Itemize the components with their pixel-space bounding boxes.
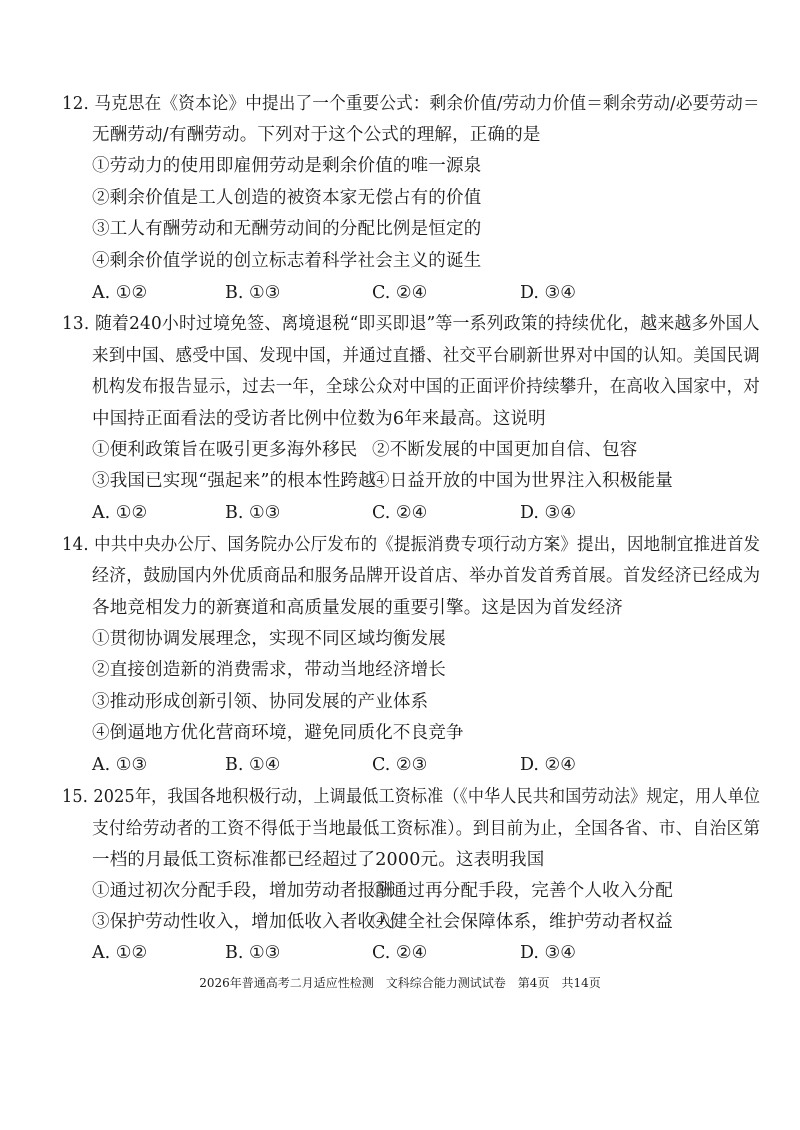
- q12-choice-a: A. ①②: [92, 283, 148, 303]
- q12-stem-line-2: 无酬劳动/有酬劳动。下列对于这个公式的理解，正确的是: [92, 125, 541, 145]
- q12-stem-line-1: 12. 马克思在《资本论》中提出了一个重要公式：剩余价值/劳动力价值＝剩余劳动/必要劳动＝: [62, 94, 760, 114]
- q15-stem-line-1: 15. 2025年，我国各地积极行动，上调最低工资标准（《中华人民共和国劳动法》规定，用人单位: [62, 787, 761, 807]
- q12-item-3: ③工人有酬劳动和无酬劳动间的分配比例是恒定的: [92, 219, 482, 239]
- q15-choice-a: A. ①②: [92, 943, 148, 963]
- q14-item-2: ②直接创造新的消费需求，带动当地经济增长: [92, 660, 446, 680]
- q14-stem-line-3: 各地竞相发力的新赛道和高质量发展的重要引擎。这是因为首发经济: [92, 598, 623, 618]
- q12-choice-c: C. ②④: [372, 283, 428, 303]
- q15-item-1: ①通过初次分配手段，增加劳动者报酬: [92, 881, 393, 901]
- q14-item-3: ③推动形成创新引领、协同发展的产业体系: [92, 692, 429, 712]
- q14-choice-c: C. ②③: [372, 755, 428, 775]
- q14-item-4: ④倒逼地方优化营商环境，避免同质化不良竞争: [92, 723, 464, 743]
- q12-item-1: ①劳动力的使用即雇佣劳动是剩余价值的唯一源泉: [92, 156, 482, 176]
- q15-item-2: ②通过再分配手段，完善个人收入分配: [372, 881, 673, 901]
- q12-item-4: ④剩余价值学说的创立标志着科学社会主义的诞生: [92, 251, 482, 271]
- q13-choice-d: D. ③④: [520, 503, 576, 523]
- page-footer: 2026年普通高考二月适应性检测 文科综合能力测试试卷 第4页 共14页: [199, 976, 601, 990]
- q15-choice-b: B. ①③: [225, 943, 281, 963]
- q15-choice-d: D. ③④: [520, 943, 576, 963]
- q15-stem-line-3: 一档的月最低工资标准都已经超过了2000元。这表明我国: [92, 850, 545, 870]
- q15-stem-line-2: 支付给劳动者的工资不得低于当地最低工资标准）。到目前为止，全国各省、市、自治区第: [92, 819, 761, 839]
- q15-item-3: ③保护劳动性收入，增加低收入者收入: [92, 912, 393, 932]
- q13-stem-line-3: 机构发布报告显示，过去一年，全球公众对中国的正面评价持续攀升，在高收入国家中，对: [92, 377, 760, 397]
- q14-choice-a: A. ①③: [92, 755, 148, 775]
- q13-stem-line-1: 13. 随着240小时过境免签、离境退税“即买即退”等一系列政策的持续优化，越来越多外国人: [62, 314, 760, 334]
- q12-choice-d: D. ③④: [520, 283, 576, 303]
- q13-item-1: ①便利政策旨在吸引更多海外移民: [92, 440, 358, 460]
- q14-item-1: ①贯彻协调发展理念，实现不同区域均衡发展: [92, 629, 446, 649]
- q15-choice-c: C. ②④: [372, 943, 428, 963]
- q13-choice-c: C. ②④: [372, 503, 428, 523]
- q14-choice-d: D. ②④: [520, 755, 576, 775]
- q13-choice-a: A. ①②: [92, 503, 148, 523]
- q13-choice-b: B. ①③: [225, 503, 281, 523]
- q14-choice-b: B. ①④: [225, 755, 281, 775]
- q14-stem-line-2: 经济，鼓励国内外优质商品和服务品牌开设首店、举办首发首秀首展。首发经济已经成为: [92, 566, 761, 586]
- q15-item-4: ④健全社会保障体系，维护劳动者权益: [372, 912, 673, 932]
- q13-stem-line-2: 来到中国、感受中国、发现中国，并通过直播、社交平台刷新世界对中国的认知。美国民调: [92, 346, 760, 366]
- q12-item-2: ②剩余价值是工人创造的被资本家无偿占有的价值: [92, 188, 482, 208]
- q13-item-3: ③我国已实现“强起来”的根本性跨越: [92, 471, 376, 491]
- q13-stem-line-4: 中国持正面看法的受访者比例中位数为6年来最高。这说明: [92, 409, 546, 429]
- q14-stem-line-1: 14. 中共中央办公厅、国务院办公厅发布的《提振消费专项行动方案》提出，因地制宜推进首发: [62, 535, 761, 555]
- q13-item-4: ④日益开放的中国为世界注入积极能量: [372, 471, 673, 491]
- q13-item-2: ②不断发展的中国更加自信、包容: [372, 440, 638, 460]
- q12-choice-b: B. ①③: [225, 283, 281, 303]
